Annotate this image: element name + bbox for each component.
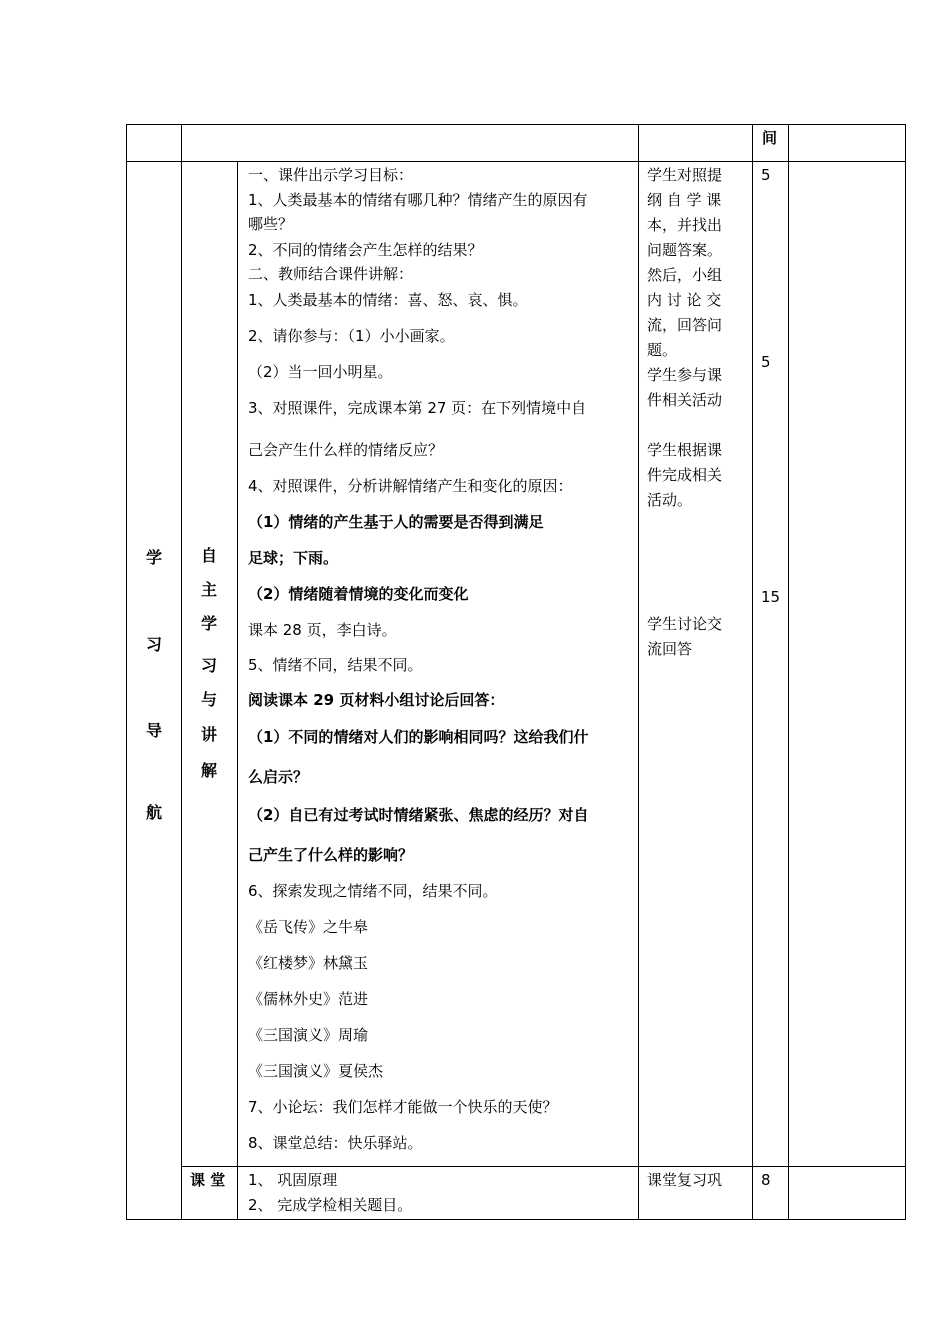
activity-line: 流回答	[647, 640, 693, 658]
content-line-bold: （2）自已有过考试时情绪紧张、焦虑的经历？对自	[248, 806, 589, 824]
content-line: 《儒林外史》范进	[248, 990, 369, 1008]
content-line-bold: 阅读课本 29 页材料小组讨论后回答：	[248, 691, 505, 709]
activity-line: 件完成相关	[647, 466, 723, 484]
content-line-bold: （2）情绪随着情境的变化而变化	[248, 585, 469, 603]
table-row-divider	[181, 1166, 906, 1167]
subsection-label-char: 习	[200, 656, 217, 675]
content-line: 《三国演义》周瑜	[248, 1026, 369, 1044]
activity-line: 问题答案。	[647, 241, 723, 259]
activity-line: 然后，小组	[647, 266, 723, 284]
table-row-divider	[126, 161, 906, 162]
table-col-divider	[181, 124, 182, 1220]
content-line-bold: 么启示？	[248, 768, 309, 786]
content-line: 5、情绪不同，结果不同。	[248, 656, 423, 674]
content-line: 8、课堂总结：快乐驿站。	[248, 1134, 423, 1152]
bottom-row-activity: 课堂复习巩	[647, 1171, 723, 1189]
bottom-row-time: 8	[761, 1171, 771, 1189]
activity-line: 本，并找出	[647, 216, 723, 234]
subsection-label-char: 主	[200, 580, 217, 599]
time-value: 5	[761, 353, 771, 371]
content-line: 1、人类最基本的情绪有哪几种？情绪产生的原因有	[248, 191, 588, 209]
section-label-char: 导	[145, 721, 162, 740]
table-col-divider	[638, 124, 639, 1220]
table-border-left	[126, 124, 127, 1220]
activity-line: 学生根据课	[647, 441, 723, 459]
content-line-bold: 足球；下雨。	[248, 549, 339, 567]
activity-line: 学生讨论交	[647, 615, 723, 633]
subsection-label-char: 解	[200, 761, 217, 780]
activity-line: 学生参与课	[647, 366, 723, 384]
bottom-row-content: 1、 巩固原理	[248, 1171, 338, 1189]
time-value: 15	[761, 588, 781, 606]
table-border-top	[126, 124, 906, 125]
content-line: 2、请你参与：（1）小小画家。	[248, 327, 455, 345]
content-line: 3、对照课件，完成课本第 27 页：在下列情境中自	[248, 399, 587, 417]
activity-line: 流，回答问	[647, 316, 723, 334]
content-line: 1、人类最基本的情绪：喜、怒、哀、惧。	[248, 291, 528, 309]
content-line-bold: （1）不同的情绪对人们的影响相同吗？这给我们什	[248, 728, 589, 746]
content-line: 课本 28 页，李白诗。	[248, 621, 397, 639]
time-column-header: 间	[762, 129, 778, 147]
content-line: 《岳飞传》之牛皋	[248, 918, 369, 936]
subsection-label-char: 自	[200, 546, 217, 565]
content-line: 4、对照课件，分析讲解情绪产生和变化的原因：	[248, 477, 573, 495]
table-border-right	[905, 124, 906, 1220]
content-line: 《三国演义》夏侯杰	[248, 1062, 384, 1080]
content-line: 一、课件出示学习目标：	[248, 166, 414, 184]
section-label-char: 航	[145, 803, 162, 822]
activity-line: 活动。	[647, 491, 693, 509]
content-line: 二、教师结合课件讲解：	[248, 265, 414, 283]
section-label-char: 学	[145, 548, 162, 567]
time-value: 5	[761, 166, 771, 184]
content-line-bold: 己产生了什么样的影响？	[248, 846, 414, 864]
content-line: 《红楼梦》林黛玉	[248, 954, 369, 972]
content-line-bold: （1）情绪的产生基于人的需要是否得到满足	[248, 513, 544, 531]
content-line: 2、不同的情绪会产生怎样的结果？	[248, 241, 483, 259]
bottom-row-content: 2、 完成学检相关题目。	[248, 1196, 413, 1214]
bottom-row-label: 课 堂	[190, 1171, 226, 1189]
subsection-label-char: 学	[200, 614, 217, 633]
table-col-divider	[237, 161, 238, 1220]
subsection-label-char: 讲	[200, 725, 217, 744]
table-col-divider	[752, 124, 753, 1220]
section-label-char: 习	[145, 635, 162, 654]
content-line: 哪些？	[248, 215, 294, 233]
table-col-divider	[788, 124, 789, 1220]
content-line: （2）当一回小明星。	[248, 363, 393, 381]
activity-line: 纲 自 学 课	[647, 191, 722, 209]
content-line: 己会产生什么样的情绪反应？	[248, 441, 444, 459]
content-line: 7、小论坛：我们怎样才能做一个快乐的天使？	[248, 1098, 558, 1116]
table-border-bottom	[126, 1219, 906, 1220]
activity-line: 件相关活动	[647, 391, 723, 409]
activity-line: 学生对照提	[647, 166, 723, 184]
activity-line: 内 讨 论 交	[647, 291, 722, 309]
subsection-label-char: 与	[200, 690, 217, 709]
activity-line: 题。	[647, 341, 678, 359]
content-line: 6、探索发现之情绪不同，结果不同。	[248, 882, 498, 900]
